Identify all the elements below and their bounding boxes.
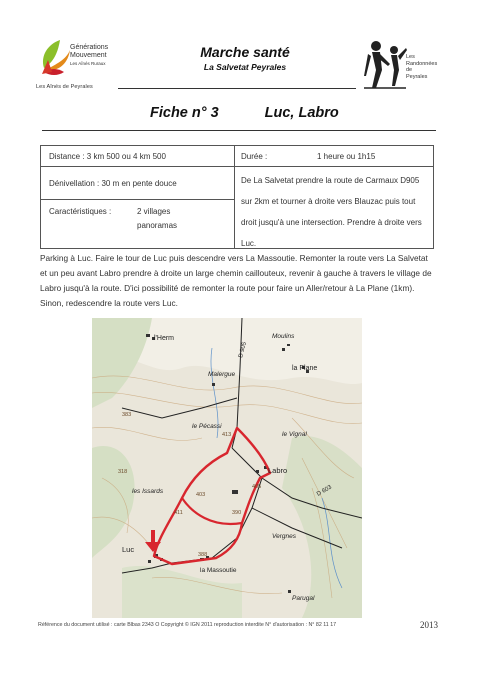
page-header xyxy=(150,44,340,72)
logo-right-line-4: Peyrales xyxy=(406,73,428,80)
map-label-moulins: Moulins xyxy=(272,333,295,340)
info-duree-value: 1 heure ou 1h15 xyxy=(317,152,376,161)
map-alt-390: 390 xyxy=(232,510,242,516)
map-label-herm: l'Herm xyxy=(154,335,175,342)
info-row-divider-1 xyxy=(41,166,234,167)
info-denivellation: Dénivellation : 30 m en pente douce xyxy=(49,179,177,188)
footer-year: 2013 xyxy=(420,620,438,630)
logo-subtitle: Les Aînés de Peyrales xyxy=(36,84,93,90)
map-label-les-issards: les Issards xyxy=(132,488,164,495)
info-distance: Distance : 3 km 500 ou 4 km 500 xyxy=(49,152,166,161)
map-label-le-pecassi: le Pécassi xyxy=(192,423,222,430)
info-table xyxy=(40,145,434,249)
brand-line-3: Les Aînés Ruraux xyxy=(70,61,106,66)
page-title: Marche santé xyxy=(200,44,290,60)
fiche-heading xyxy=(150,105,339,121)
header-divider xyxy=(118,88,356,89)
generations-mouvement-logo xyxy=(32,30,127,96)
map-label-parugal: Parugal xyxy=(292,595,315,602)
map-label-labro: Labro xyxy=(268,466,288,475)
hikers-logo-icon xyxy=(362,36,408,92)
info-row-divider-right xyxy=(234,166,433,167)
map-label-la-massoutie: la Massoutie xyxy=(200,567,237,574)
logo-right-line-3: de xyxy=(406,67,413,73)
map-road-d905: D 905 xyxy=(238,341,249,359)
info-acces: De La Salvetat prendre la route de Carmaux D905 sur 2km et tourner à droite vers Blauzac puis tout droit jusqu'à une intersection. Prendre à droite vers Luc. xyxy=(241,176,422,248)
info-caracteristiques-value-2: panoramas xyxy=(137,221,178,230)
logo-right-line-2: Randonnées xyxy=(406,60,438,67)
page-subtitle: La Salvetat Peyrales xyxy=(203,62,287,72)
topographic-map-svg xyxy=(92,318,362,618)
map-alt-318: 318 xyxy=(118,469,128,475)
leaf-logo-icon xyxy=(38,38,72,78)
topographic-map xyxy=(92,318,362,618)
info-row-divider-2 xyxy=(41,199,234,200)
fiche-number: Fiche n° 3 xyxy=(150,105,219,121)
map-label-la-plane: la Plane xyxy=(292,365,318,372)
map-alt-403: 403 xyxy=(196,492,206,498)
map-label-le-vignal: le Vignal xyxy=(282,431,307,438)
map-alt-413: 413 xyxy=(222,432,232,438)
map-alt-405: 405 xyxy=(252,484,262,490)
info-duree-label: Durée : xyxy=(241,152,268,161)
brand-line-1: Générations xyxy=(70,44,109,51)
map-label-malergue: Malergue xyxy=(208,371,236,378)
info-caracteristiques-label: Caractéristiques : xyxy=(49,207,112,216)
map-alt-388: 388 xyxy=(198,552,208,558)
info-table-column-divider xyxy=(234,146,235,248)
map-alt-411: 411 xyxy=(174,510,183,516)
logo-right-line-1: Les xyxy=(406,54,415,60)
fiche-place: Luc, Labro xyxy=(264,105,339,121)
brand-line-2: Mouvement xyxy=(70,52,107,59)
fiche-divider xyxy=(42,130,436,131)
info-caracteristiques-value-1: 2 villages xyxy=(137,207,171,216)
map-label-vergnes: Vergnes xyxy=(272,533,296,540)
map-alt-383: 383 xyxy=(122,412,132,418)
footer-reference: Référence du document utilisé : carte Blbas 2343 O Copyright © IGN 2011 reproduction interdite N° d'autorisation : N° 82 11 17 xyxy=(38,622,337,628)
randonnees-logo xyxy=(362,36,438,92)
map-road-d603: D 603 xyxy=(316,484,333,498)
route-description: Parking à Luc. Faire le tour de Luc puis descendre vers La Massoutie. Remonter la route vers La Salvetat et un peu avant Labro prendre à droite un large chemin caillouteux, revenir à gauche à travers le village de Labro jusqu'à la route. D'ici possibilité de remonter la route pour faire un Aller/retour à La Plane (1km). Sinon, redescendre la route vers Luc. xyxy=(40,253,432,308)
map-label-luc: Luc xyxy=(122,545,135,554)
